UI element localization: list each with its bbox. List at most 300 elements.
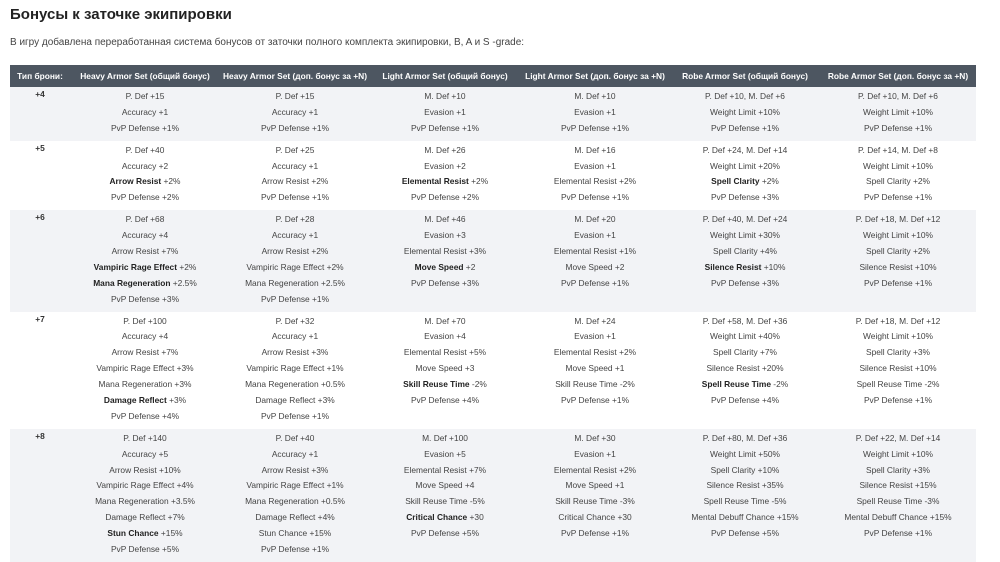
bonus-text: M. Def +16 [574,144,616,155]
bonus-text: PvP Defense +3% [410,277,480,288]
bonus-text: +10% [761,261,786,272]
bonus-text: P. Def +18, M. Def +12 [855,214,941,225]
bonus-highlight: Vampiric Rage Effect [93,261,177,272]
bonus-text: Spell Reuse Time -5% [703,496,787,507]
bonus-text: Evasion +1 [424,106,466,117]
bonus-text: Arrow Resist +7% [111,347,179,358]
bonus-line [672,377,818,393]
bonus-text: +2% [759,176,779,187]
bonus-text: Arrow Resist +7% [111,246,179,257]
bonus-text: M. Def +30 [574,432,616,443]
cell-robe-extra [820,210,976,311]
bonus-line [72,463,218,479]
bonus-highlight: Mana Regeneration [93,277,171,288]
bonus-text: Elemental Resist +2% [553,464,637,475]
bonus-line [822,510,974,526]
bonus-line [522,89,668,105]
bonus-text: Weight Limit +40% [710,331,780,342]
bonus-line [372,510,518,526]
bonus-text: Arrow Resist +3% [261,347,329,358]
bonus-text: +2 [463,261,476,272]
bonus-line [72,361,218,377]
bonus-text: M. Def +26 [424,144,466,155]
bonus-text: P. Def +58, M. Def +36 [702,315,788,326]
bonus-text: P. Def +28 [275,214,315,225]
bonus-line [222,228,368,244]
bonus-line [672,276,818,292]
bonus-line [822,228,974,244]
header-robe-general: Robe Armor Set (общий бонус) [670,65,820,87]
bonus-text: Silence Resist +15% [859,480,937,491]
bonus-text: PvP Defense +1% [260,544,330,555]
page-title: Бонусы к заточке экипировки [10,6,232,23]
bonus-text: Evasion +1 [574,448,616,459]
bonus-line [672,228,818,244]
bonus-text: PvP Defense +5% [710,528,780,539]
bonus-line [822,314,974,330]
bonus-text: PvP Defense +1% [110,122,180,133]
bonus-text: Accuracy +4 [121,331,169,342]
bonus-line [222,377,368,393]
bonus-text: P. Def +18, M. Def +12 [855,315,941,326]
bonus-line [222,447,368,463]
bonus-line [672,143,818,159]
bonus-text: Mana Regeneration +0.5% [245,496,345,507]
bonus-line [372,447,518,463]
bonus-text: Elemental Resist +3% [403,246,487,257]
bonus-text: Silence Resist +35% [706,480,784,491]
bonus-line [522,121,668,137]
cell-light-general [370,210,520,311]
bonus-highlight: Stun Chance [107,528,159,539]
bonus-text: Damage Reflect +4% [255,512,335,523]
bonus-text: PvP Defense +1% [560,395,630,406]
bonus-line [372,105,518,121]
bonus-text: Evasion +5 [424,448,466,459]
bonus-line [72,447,218,463]
cell-robe-general [670,312,820,429]
cell-light-general [370,141,520,211]
bonus-line [72,159,218,175]
bonus-line [672,393,818,409]
bonus-line [672,212,818,228]
bonus-text: Stun Chance +15% [258,528,332,539]
bonus-text: Weight Limit +50% [710,448,780,459]
bonus-line [522,345,668,361]
cell-robe-extra [820,87,976,141]
bonus-line [222,143,368,159]
bonus-line [672,478,818,494]
bonus-line [372,314,518,330]
bonus-line [72,478,218,494]
bonus-text: PvP Defense +2% [410,192,480,203]
bonus-text: Elemental Resist +2% [553,347,637,358]
bonus-text: +3% [166,395,187,406]
bonus-text: Elemental Resist +5% [403,347,487,358]
bonus-highlight: Skill Reuse Time [403,379,470,390]
bonus-text: P. Def +40 [125,144,165,155]
bonus-line [522,447,668,463]
cell-robe-general [670,141,820,211]
bonus-line [72,409,218,425]
bonus-text: Weight Limit +10% [863,106,933,117]
bonus-line [522,361,668,377]
bonus-text: M. Def +24 [574,315,616,326]
bonus-line [72,244,218,260]
bonus-text: PvP Defense +3% [110,293,180,304]
table-row [10,87,976,141]
bonus-line [72,260,218,276]
cell-light-extra [520,141,670,211]
bonus-text: PvP Defense +2% [110,192,180,203]
bonus-line [222,510,368,526]
bonus-text: P. Def +40 [275,432,315,443]
bonus-text: Silence Resist +10% [859,363,937,374]
bonus-text: M. Def +100 [422,432,468,443]
bonus-text: Spell Clarity +7% [712,347,777,358]
table-body [10,87,976,562]
cell-robe-extra [820,429,976,562]
bonus-text: Weight Limit +10% [863,160,933,171]
bonus-line [72,276,218,292]
bonus-text: Vampiric Rage Effect +1% [246,480,344,491]
cell-robe-general [670,429,820,562]
table-row [10,210,976,311]
bonus-line [222,174,368,190]
bonus-text: Silence Resist +20% [706,363,784,374]
bonus-highlight: Spell Reuse Time [701,379,771,390]
bonus-line [372,276,518,292]
bonus-text: Evasion +1 [574,160,616,171]
bonus-text: Elemental Resist +2% [553,176,637,187]
bonus-text: PvP Defense +1% [260,293,330,304]
bonus-line [372,478,518,494]
bonus-line [72,494,218,510]
bonus-text: PvP Defense +3% [710,277,780,288]
enchant-level: +4 [10,87,70,141]
bonus-text: P. Def +22, M. Def +14 [855,432,941,443]
bonus-text: M. Def +20 [574,214,616,225]
header-row [10,65,976,87]
bonus-text: Damage Reflect +3% [255,395,335,406]
bonus-text: PvP Defense +1% [560,528,630,539]
bonus-text: PvP Defense +1% [260,122,330,133]
bonus-text: PvP Defense +5% [110,544,180,555]
bonus-line [72,542,218,558]
bonus-line [222,190,368,206]
bonus-line [222,276,368,292]
bonus-line [222,345,368,361]
bonus-line [672,329,818,345]
bonus-text: Damage Reflect +7% [105,512,185,523]
bonus-text: +2% [177,261,197,272]
bonus-line [672,526,818,542]
bonus-line [822,329,974,345]
bonus-text: P. Def +14, M. Def +8 [858,144,938,155]
bonus-line [222,89,368,105]
bonus-text: Arrow Resist +2% [261,246,329,257]
bonus-line [372,377,518,393]
bonus-line [222,260,368,276]
bonus-line [672,345,818,361]
bonus-line [372,121,518,137]
bonus-line [72,121,218,137]
bonus-line [822,174,974,190]
enchant-level: +8 [10,429,70,562]
bonus-text: PvP Defense +1% [560,192,630,203]
bonus-text: Move Speed +1 [565,480,625,491]
bonus-text: P. Def +40, M. Def +24 [702,214,788,225]
bonus-text: Arrow Resist +10% [109,464,181,475]
header-light-general: Light Armor Set (общий бонус) [370,65,520,87]
enchant-level: +7 [10,312,70,429]
bonus-line [222,212,368,228]
bonus-line [822,121,974,137]
bonus-text: +15% [158,528,183,539]
bonus-line [372,329,518,345]
bonus-line [372,361,518,377]
bonus-text: PvP Defense +1% [260,410,330,421]
bonus-text: PvP Defense +1% [863,277,933,288]
cell-heavy-general [70,87,220,141]
bonus-line [822,463,974,479]
bonus-line [672,431,818,447]
bonus-text: Move Speed +1 [565,363,625,374]
bonus-line [522,260,668,276]
bonus-text: Move Speed +4 [415,480,475,491]
bonus-text: Vampiric Rage Effect +1% [246,363,344,374]
bonus-text: PvP Defense +3% [710,192,780,203]
intro-text: В игру добавлена переработанная система бонусов от заточки полного комплекта экипировки, B, A и S -grade: [10,37,525,48]
bonus-text: +2.5% [170,277,197,288]
bonus-text: PvP Defense +1% [260,192,330,203]
cell-heavy-extra [220,312,370,429]
bonus-text: M. Def +10 [424,91,466,101]
bonus-line [522,494,668,510]
bonus-text: Mana Regeneration +3% [98,379,192,390]
bonus-text: -2% [770,379,789,390]
bonus-text: Weight Limit +10% [710,106,780,117]
bonus-text: Evasion +3 [424,230,466,241]
bonus-line [372,345,518,361]
bonus-line [372,89,518,105]
bonus-line [522,212,668,228]
bonus-line [72,174,218,190]
bonus-line [672,159,818,175]
bonus-line [672,105,818,121]
bonus-text: Weight Limit +30% [710,230,780,241]
bonus-line [222,542,368,558]
cell-light-extra [520,87,670,141]
bonus-line [72,143,218,159]
cell-heavy-extra [220,141,370,211]
bonus-text: P. Def +15 [275,91,315,101]
bonus-text: P. Def +140 [123,432,167,443]
bonus-line [72,314,218,330]
bonus-text: M. Def +70 [424,315,466,326]
bonus-line [672,89,818,105]
cell-heavy-general [70,210,220,311]
bonus-line [72,292,218,308]
bonus-line [72,89,218,105]
bonus-line [672,260,818,276]
bonus-line [672,494,818,510]
bonus-line [522,329,668,345]
bonus-highlight: Arrow Resist [109,176,162,187]
cell-light-general [370,312,520,429]
bonus-line [672,121,818,137]
bonus-line [822,393,974,409]
bonus-text: P. Def +68 [125,214,165,225]
bonus-text: Vampiric Rage Effect +2% [246,261,344,272]
bonus-text: Weight Limit +10% [863,448,933,459]
bonus-text: PvP Defense +4% [110,410,180,421]
enchant-bonus-table [10,65,976,562]
bonus-highlight: Silence Resist [704,261,762,272]
bonus-line [522,228,668,244]
cell-light-extra [520,429,670,562]
bonus-text: Evasion +1 [574,331,616,342]
bonus-line [222,244,368,260]
bonus-line [372,463,518,479]
bonus-text: Mental Debuff Chance +15% [844,512,952,523]
bonus-text: Accuracy +1 [121,106,169,117]
bonus-line [72,510,218,526]
cell-heavy-extra [220,429,370,562]
bonus-line [822,431,974,447]
bonus-text: Accuracy +1 [271,230,319,241]
bonus-line [822,260,974,276]
cell-robe-extra [820,141,976,211]
bonus-highlight: Spell Clarity [711,176,760,187]
bonus-line [222,361,368,377]
bonus-line [72,190,218,206]
bonus-text: Spell Clarity +2% [865,176,930,187]
bonus-line [672,361,818,377]
bonus-line [372,431,518,447]
bonus-text: Spell Clarity +4% [712,246,777,257]
bonus-highlight: Damage Reflect [103,395,167,406]
bonus-text: -2% [469,379,487,390]
bonus-text: Accuracy +1 [271,448,319,459]
bonus-text: Elemental Resist +7% [403,464,487,475]
bonus-text: Evasion +4 [424,331,466,342]
bonus-highlight: Move Speed [414,261,464,272]
bonus-line [522,463,668,479]
bonus-line [822,89,974,105]
bonus-line [222,159,368,175]
bonus-line [672,244,818,260]
bonus-line [522,174,668,190]
bonus-line [822,377,974,393]
bonus-line [372,212,518,228]
header-heavy-extra: Heavy Armor Set (доп. бонус за +N) [220,65,370,87]
bonus-text: P. Def +10, M. Def +6 [705,91,785,101]
bonus-line [222,478,368,494]
bonus-line [72,393,218,409]
bonus-text: Mental Debuff Chance +15% [691,512,799,523]
bonus-line [372,228,518,244]
bonus-line [672,510,818,526]
bonus-text: Spell Clarity +10% [710,464,780,475]
bonus-text: Mana Regeneration +2.5% [245,277,345,288]
bonus-text: PvP Defense +1% [410,122,480,133]
cell-light-extra [520,312,670,429]
bonus-text: Weight Limit +10% [863,331,933,342]
bonus-text: Arrow Resist +3% [261,464,329,475]
cell-light-general [370,87,520,141]
bonus-line [72,212,218,228]
enchant-level: +5 [10,141,70,211]
bonus-line [222,494,368,510]
bonus-line [522,377,668,393]
bonus-line [822,494,974,510]
header-heavy-general: Heavy Armor Set (общий бонус) [70,65,220,87]
cell-heavy-extra [220,87,370,141]
bonus-line [822,212,974,228]
bonus-text: P. Def +100 [123,315,167,326]
bonus-text: Accuracy +1 [271,331,319,342]
bonus-line [222,105,368,121]
bonus-line [522,431,668,447]
bonus-line [672,190,818,206]
bonus-text: P. Def +80, M. Def +36 [702,432,788,443]
bonus-line [522,159,668,175]
bonus-text: Accuracy +1 [271,106,319,117]
bonus-line [522,510,668,526]
bonus-line [822,244,974,260]
bonus-line [372,174,518,190]
bonus-line [372,494,518,510]
bonus-line [672,314,818,330]
bonus-highlight: Elemental Resist [401,176,469,187]
bonus-line [522,478,668,494]
bonus-line [372,526,518,542]
bonus-text: PvP Defense +1% [863,122,933,133]
bonus-line [222,121,368,137]
bonus-line [522,526,668,542]
bonus-line [222,526,368,542]
bonus-text: P. Def +24, M. Def +14 [702,144,788,155]
bonus-text: Accuracy +2 [121,160,169,171]
bonus-text: P. Def +15 [125,91,165,101]
bonus-text: Elemental Resist +1% [553,246,637,257]
table-row [10,312,976,429]
bonus-text: PvP Defense +1% [863,395,933,406]
bonus-text: Accuracy +1 [271,160,319,171]
bonus-text: Weight Limit +10% [863,230,933,241]
bonus-text: +2% [468,176,489,187]
header-armor-type: Тип брони: [10,65,70,87]
bonus-text: Critical Chance +30 [558,512,632,523]
bonus-line [822,345,974,361]
cell-robe-general [670,210,820,311]
bonus-line [822,361,974,377]
bonus-text: PvP Defense +4% [710,395,780,406]
bonus-line [522,276,668,292]
bonus-text: Skill Reuse Time -2% [555,379,635,390]
bonus-text: PvP Defense +5% [410,528,480,539]
bonus-line [522,143,668,159]
bonus-line [72,431,218,447]
bonus-line [72,377,218,393]
bonus-line [72,105,218,121]
bonus-line [222,431,368,447]
bonus-text: Vampiric Rage Effect +4% [96,480,194,491]
cell-robe-general [670,87,820,141]
bonus-line [222,314,368,330]
bonus-line [372,244,518,260]
